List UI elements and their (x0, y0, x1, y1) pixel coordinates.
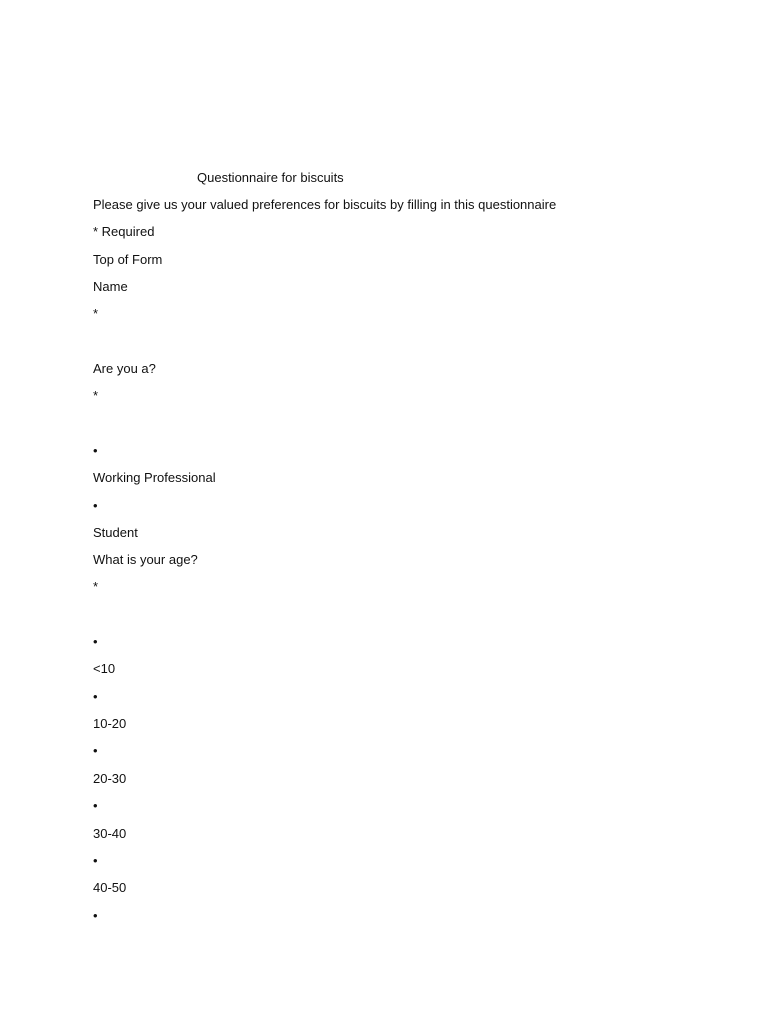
option-bullet: • (93, 634, 98, 649)
option-working-professional[interactable]: Working Professional (93, 470, 216, 485)
option-bullet: • (93, 908, 98, 923)
name-required-mark: * (93, 306, 99, 321)
option-age-30-40[interactable]: 30-40 (93, 826, 127, 841)
required-note: * Required (93, 224, 155, 239)
option-bullet: • (93, 443, 98, 458)
top-of-form-label: Top of Form (93, 252, 163, 267)
option-age-40-50[interactable]: 40-50 (93, 880, 127, 895)
age-required-mark: * (93, 579, 99, 594)
option-bullet: • (93, 798, 98, 813)
age-label: What is your age? (93, 552, 198, 567)
option-bullet: • (93, 853, 98, 868)
option-age-10-20[interactable]: 10-20 (93, 716, 127, 731)
option-bullet: • (93, 498, 98, 513)
intro-text: Please give us your valued preferences for biscuits by filling in this questionnaire (93, 197, 557, 212)
name-label: Name (93, 279, 128, 294)
document-title: Questionnaire for biscuits (197, 170, 344, 185)
occupation-label: Are you a? (93, 361, 156, 376)
option-student[interactable]: Student (93, 525, 138, 540)
option-bullet: • (93, 743, 98, 758)
option-age-under-10[interactable]: <10 (93, 661, 116, 676)
option-bullet: • (93, 689, 98, 704)
occupation-required-mark: * (93, 388, 99, 403)
option-age-20-30[interactable]: 20-30 (93, 771, 127, 786)
